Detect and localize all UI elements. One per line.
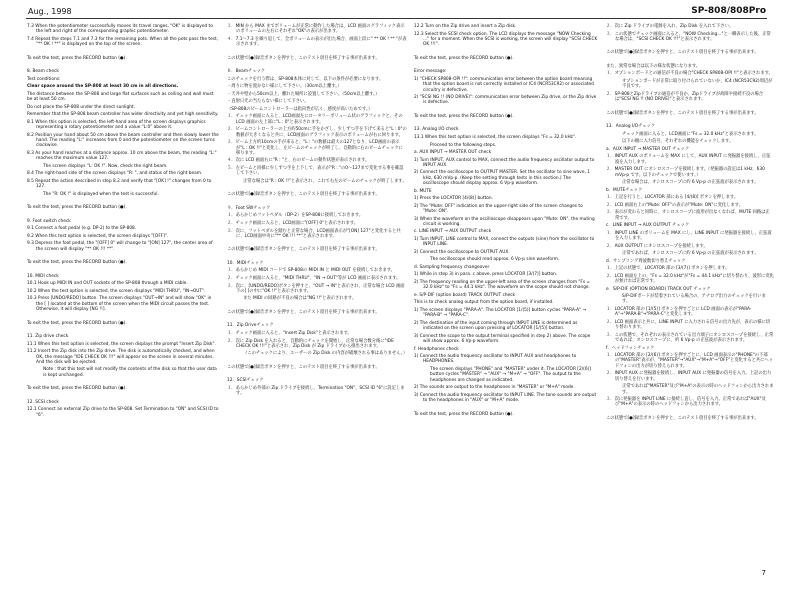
paragraph: 2) The sounds are output to the headphones in "MASTER" or "M+A" mode. [414,385,575,391]
paragraph: 13．Analog I/Oチェック [606,124,656,130]
paragraph: Note : that this test will not modify the contents of the disk so that the user data is kept unchanged. [43,367,217,378]
paragraph: c．LINE INPUT → AUX OUTPUT チェック [606,223,690,229]
paragraph: d．サンプリング周波数切り替えチェック [606,258,686,264]
paragraph: f. Headphones check [414,346,459,352]
paragraph: ３．MIN から MAX までボリュームが正常に動作した場合は、LCD 画面のグラフィック表示のボリュームの左右にそれぞれ"OK"の表示が出ます。 [227,24,405,35]
paragraph: このチェックを行う際は、SP-808本体に対して、以下の条件が必要になります。 [227,76,384,82]
paragraph: ３．次に発振器を INPUT LINE に接続し直し、信号を入力。正常であれば"AUX"及び"M+A"の表示の時のヘッドフォンから出力されます。 [606,397,766,408]
paragraph: 10.1 Hook up MIDI IN and OUT sockets of the SP-808 through a MIDI cable. [27,281,188,287]
paragraph: ・直射日光の当たらない様にして下さい。 [227,99,309,105]
paragraph: 13. Analog I/O check [414,127,459,133]
paragraph: 12. SCSI check [27,399,59,405]
paragraph: 7.3 When the potentiometer successfully moves its travel ranges, "OK" is displayed to the left and right of the corresponding graphic potentiometer. [27,24,213,35]
paragraph: Remember that the SP-808 beam controller has wider directivity and yet high sensitivity. [27,112,219,118]
paragraph: ２．LCD 画面右上の"Mute: OFF"の表示が"Mute: ON"に変化します。 [606,202,744,208]
paragraph: To exit the test, press the RECORD button (●). [414,113,514,119]
paragraph: 10．MIDIチェック [227,260,264,266]
paragraph: 12.2 Turn on the Zip drive and insert a Zip disk. [414,24,517,29]
paragraph: Test conditions: [27,76,61,82]
paragraph: ３．表示が変わると同時に、オシロスコープに波形が出なくなれば、MUTE 回路は正常です。 [606,210,770,221]
page-header [0,0,793,22]
paragraph: 以下の順に入力信号、それぞれの機能をチェックします。 [622,139,734,145]
paragraph: 1) "CHECK SP808-OPI !!": communication error between the option board meaning that the option board is not correctly installed or IC4 (NCR53C92) or associated circuitry is defective. [414,76,594,93]
paragraph: 10. MIDI check [27,273,59,279]
paragraph: 正常であれば、オシロスコープに約 6 Vp-p の正弦波が表示されます。 [622,251,759,257]
paragraph: 9. Foot switch check [27,218,71,224]
paragraph: 2) The frequency reading on the upper-left area of the screen changes from "Fs = 32.0 kHz" to "Fs = 44.1 kHz". The waveform on the scope should not change. [414,280,591,291]
header-rule [26,18,767,19]
paragraph: 12.1 Connect an external Zip drive to the SP-808. Set Termination to "ON" and SCSI ID to "6". [27,407,219,418]
paragraph: ３．この状態で、それぞれの表示されている出力端子にオシロスコープを接続し、正常であれば、オシロスコープに、約 6 Vp-p の正弦波が表示されます。 [606,332,774,344]
paragraph: Proceed to the following steps. [430,142,497,148]
paragraph: 8.5 Repeat the action described in step 8.2 and verify that "[OK] !" changes from 0 to 127. [27,178,212,190]
paragraph: チェック画面に入ると、LCD画面に"Fs = 32.0 kHz"と表示されます。 [622,131,759,137]
paragraph: Error message: [414,69,447,75]
paragraph: １．上記の状態で、LOCATOR 部の [3/(7)] ボタンを押します。 [606,266,730,272]
paragraph: ２．ビームコントローラーの上方約50cmに手をかざし、少しずつ手を下げて来ると"L : 0"の数値が大きくなると共に、LCD画面のグラフィック表示のボリュームが右に回ります。 [227,127,407,138]
paragraph: 9.2 When this test option is selected, the screen displays "[OFF]". [27,233,169,239]
paragraph: ・周りに物を置かない様にして下さい。（30cm以上離す。） [227,84,342,90]
paragraph: ２．LCD 画面表示と共に、LINE INPUT に入力される信号の出力先が、表示の様に切り替わります。 [606,319,771,331]
paragraph: 正常であれば"MASTER"及び"M+A"の表示の時のヘッドフォンから出力されます。 [622,384,774,395]
paragraph: 8.4 The right-hand side of the screen displays "R: ", and status of the right beam. [27,171,203,177]
paragraph: b. MUTE [414,188,432,194]
paragraph: 8.3 As your hand reaches at a distance approx. 10 cm above the beam, the reading "L:" reaches the maximum value 127. [27,150,217,162]
paragraph: 10.3 Press [UNDO/REDO] button. The screen displays "OUT→IN" and will show "OK" in the [ ] located at the bottom of the screen when the MIDI circuit passes the test. Otherwise, it will display [NG !!]. [27,296,212,313]
paragraph: 9.3 Depress the foot pedal, the "[OFF] 0" will change to "[ON] 127", the center area of the screen will display "** OK !!! **". [27,241,213,252]
paragraph: ９．Foot SWチェック [227,205,271,211]
paragraph: To exit the test, press the RECORD button (●). [27,260,127,266]
paragraph: b．MUTEチェック [606,187,643,193]
paragraph: To exit the test, press the RECORD button (●). [414,411,514,417]
paragraph: この状態で[●]録音ボタンを押すと、このテスト項目を終了する事が出来ます。 [606,50,759,56]
header-model: SP-808/808Pro [691,6,766,16]
paragraph: １．INPUT LINE のボリュームを MAX にし、LINE INPUT に発振器を接続し、正弦波を入力します。 [606,230,772,242]
column-japanese-right [606,24,774,424]
paragraph: １．チェック画面に入ると、"Insert Zip Disk"と表示されます。 [227,330,352,336]
paragraph: c. LINE INPUT → AUX OUTPUT check [414,229,492,235]
paragraph: オプションボードが正常に取り付けられていないか、IC4 (NCR53C92)周辺が不良です。 [622,79,773,90]
paragraph: e．S/P-DIF (OPTION BOARD) TRACK OUT チェック [606,286,711,292]
paragraph: ２．次に Zip ドライブの電源を入れ、Zip Disk を入れて下さい。 [606,24,734,29]
paragraph: ８．Beamチェック [227,69,266,75]
paragraph: f．ヘッドフォンチェック [606,345,655,351]
paragraph: The screen displays "PHONE" and "MASTER" under it. The LOCATOR [2/(6)] button cycles "MASTER" → "AUX" → "M+A" → "OFF". The output to the headphones are changed as indicated. [430,366,591,383]
paragraph: １．上記を行うと、LOCATOR 部にある [4/(8)] ボタンを押します。 [606,195,739,201]
paragraph: 1) Connect the audio frequency oscillator to INPUT AUX and headphones to HEADPHONES. [414,354,577,365]
paragraph: To exit the test, press the RECORD button (●). [27,386,127,392]
paragraph: ２．AUX OUTPUT にオシロスコープを接続します。 [606,243,708,249]
paragraph: To exit the test, press the RECORD button (●). [27,55,127,61]
paragraph: また MIDI の回路が不良の場合は"NG !!"と表示されます。 [243,296,357,302]
paragraph: この状態で[●]録音ボタンを押すと、このテスト項目を終了する事が出来ます。 [227,192,380,198]
paragraph: １．INPUT AUX のボリュームを MAX にして、AUX INPUT に発振器を接続し、正弦波を入力します。 [606,154,771,165]
paragraph: また、異常な場合は以下の様な状態になります。 [606,63,701,69]
column-english-left [27,24,219,420]
paragraph: The oscilloscope should read approx. 6 Vp-p sine waveform. [430,257,560,263]
paragraph: １．あらかじめ外部の Zip ドライブを接続し、Termination "ON"、SCSI ID "6"に設定します。 [227,385,405,397]
paragraph: ２．SP-808とZipドライブの通信が不良か、Zipドライブが故障や接続不良の場合は"SCSI NG !! (NO DRIVE)"と表示されます。 [606,91,764,103]
paragraph: To exit the test, press the RECORD button (●). [27,205,127,211]
column-english-right [414,24,598,419]
paragraph: 3) Connect the audio frequency oscillator to INPUT LINE. The tone sounds are output to the headphones in "AUX" or "M+A" mode. [414,392,597,404]
paragraph: 11.1 When this test option is selected, the screen displays the prompt "Insert Zip Disk". [27,341,216,347]
paragraph: ２．チェック画面に入ると、"MIDI THRU"、"IN → OUT"等が LCD 画面に表示されます。 [227,275,401,281]
paragraph: 1) Turn INPUT, LINE control to MAX, connect the outputs (sine) from the oscillator to INPUT LINE. [414,237,595,248]
paragraph: ３．この状態でチェック画面に入ると、"NOW Checking…"と一瞬表示した後、正常な場合は、"SCSI CHECK OK !!!"と表示されます。 [606,31,771,42]
paragraph: 8. Beam check [27,69,59,75]
paragraph: This is to check analog output from the option board, if installed. [414,300,554,306]
paragraph: ・天井や壁から50cm以上、離れた場所に設置して下さい。（50cm以上離す。） [227,91,380,97]
paragraph: 1) Turn INPUT, AUX control to MAX, connect the audio frequency oscillator output to INPUT AUX. [414,157,595,168]
paragraph: ３．ビーム上方約10cmの手が来ると、"L : "の数値は最大の127となり、LCD画面の表示が"L : OK !!"と変化し、左ビームのチェックが終了し、自動的に右のビームチェックに移ります。 [227,140,403,156]
paragraph: 2) Connect the oscilloscope to OUTPUT AUX. [414,249,510,255]
paragraph: 8.1 When this option is selected, the left-hand area of the screen displays graphics representing a rotary potentiometer and a value "L:0" above it. [27,119,206,131]
paragraph: １．あらかじめ MIDI コードで SP-808の MIDI IN と MIDI OUT を接続しておきます。 [227,268,396,274]
paragraph: 正常な場合は、オシロスコープに約 6 Vp-p の正弦波が表示されます。 [622,180,759,186]
header-date: Aug., 1998 [28,7,72,16]
paragraph: ２．MASTER OUT にオシロスコープを接続します。（発振器の設定は1 kHz、630 mVp-p です。以下のチェックで使います。） [606,167,765,178]
paragraph: 11.2 Insert the Zip disk into the Zip drive. The disk is automatically checked, and when OK, the message "IDE CHECK OK !!!" will appear on the screen in several minutes. And the disk will be ejected. [27,349,215,365]
paragraph: Clear space around the SP-808 at least 30 cm in all directions. [27,84,179,90]
paragraph: 1) Press the LOCATOR [4/(8)] button. [414,196,493,202]
paragraph: Do not place the SP-808 under the direct sunlight. [27,104,135,110]
paragraph: この状態で[●]録音ボタンを押すと、このテスト項目を終了する事が出来ます。 [227,55,380,61]
paragraph: この状態で[●]録音ボタンを押すと、このテスト項目を終了する事が出来ます。 [227,309,380,315]
paragraph: （SP-808のビームコントローラーは指向性が広く、感度が高いためです。） [227,106,373,112]
paragraph: 2) Connect the oscilloscope to OUTPUT MASTER. Set the oscillator to sine wave, 1 kHz, 630 mVp-p. (Keep the setting through tests in this section.) The oscilloscope should display approx. 6 Vp-p waveform. [414,170,590,187]
paragraph: The distance between the SP-808 and large flat surfaces such as ceiling and wall must be at least 50 cm. [27,91,214,103]
paragraph: 3) Connect the scope to the output terminal specified in step 2) above. The scope will show approx. 6 Vp-p waveform. [414,333,591,345]
paragraph: 9.1 Connect a foot pedal (e.g. DP-2) to the SP-808. [27,226,137,232]
paragraph: ４．次に LCD 画面右に"R : "と、右のビームの動作状態が表示されます。 [227,158,370,164]
paragraph: １．あらかじめフットペダル（DP-2）をSP-808に接続しておきます。 [227,213,364,219]
paragraph: The screen displays "L: OK !". Now, check the right beam. [43,163,168,169]
paragraph: この状態で[●]録音ボタンを押すと、このテスト項目を終了する事が出来ます。 [606,415,759,421]
paragraph: 2) "SCSI NG !! (NO DRIVE)": communication error between Zip drive, or the Zip drive is defective. [414,95,597,106]
paragraph: １．チェック画面に入ると、LCD画面左にロータリーボリューム状のグラフィックと、その LCD 画面の左上部に"L : 0"と表示されます。 [227,114,403,125]
paragraph: 12．SCSIチェック [227,378,264,384]
paragraph: １．LOCATOR 部の [1/(5)] ボタンを押すごとに LCD 画面の表示が"PARA-A"→"PARA-B"→"PARA-C"と変化します。 [606,306,752,318]
paragraph: ４．7.1〜7.3 を繰り返して、全ボリュームの表示が出た場合、画面上段に" ** OK ! ** "が表示されます。 [227,36,407,48]
paragraph: a. AUX INPUT → MASTER OUT check [414,150,492,156]
paragraph: 11．Zip Driveチェック [227,323,274,329]
paragraph: S/P-DIFボードが装着されている場合の、アナログ出力のチェックを行います。 [622,294,766,305]
paragraph: 8.2 Position your hand about 50 cm above the beam controller and then slowly lower the hand. The reading "L:" increases from 0 and the potentiometer on the screen turns clockwise. [27,132,219,149]
paragraph: この状態で[●]録音ボタンを押すと、このテスト項目を終了する事が出来ます。 [227,364,380,370]
paragraph: a．AUX INPUT → MASTER OUT チェック [606,146,690,152]
paragraph: d. Sampling frequency changeover [414,264,490,270]
paragraph: To exit the test, press the RECORD button (●). [27,320,127,326]
column-japanese-left [227,24,407,399]
paragraph: 2) The destination of the input coming through INPUT LINE is determined as indicated on the screen upon pressing of LOCATOR [1/(5)] button. [414,320,578,332]
paragraph: To exit the test, press the RECORD button (●). [414,55,514,61]
paragraph: ２．次に Zip Disk を入れると、自動的にチェックを開始し、正常な場合数分後に"IDE CHECK OK !!!"と表示され、Zip Disk が Zip ドライブから排出されます。 [227,338,394,349]
paragraph: 7.4 Repeat the steps 7.1 and 7.3 for the remaining pots. When all the pots pass the test, "** OK ! **" is displayed on the top of the screen. [27,36,219,48]
paragraph: 1) While in step 3) in para. c above, press LOCATOR [3/(7)] button. [414,272,558,278]
paragraph: ５．左ビームと同様に少しずつ手を上下して、表示が"R : "の0〜127まで変化する事を確認して下さい。 [227,165,404,177]
paragraph: ３．次に、[UNDO/REDO]ボタンを押すと、"OUT → IN"と表示され、正常な場合 LCD 画面下の[ ]の中に"OK !!"と表示されます。 [227,283,405,294]
paragraph: 12.3 Select the SCSI check option. The LCD displays the message "NOW Checking ..." for a moment. When the SCSI is working, the screen will display "SCSI CHECK OK !!!". [414,31,598,48]
paragraph: この状態で[●]録音ボタンを押すと、このテスト項目を終了する事が出来ます。 [227,247,380,253]
paragraph: 2) The "Mute: OFF" indication on the upper-right side of the screen changes to "Mute: ON". [414,203,583,215]
paragraph: 13.1 When this test option is selected, the screen displays "Fs = 32.0 kHz". [414,134,577,140]
paragraph: 1) The screen displays "PARA-A". The LOCATOR [1/(5)] button cycles "PARA-A" → "PARA-B" → "PARA-C". [414,307,587,319]
paragraph: 10.2 When the test option is selected, the screen displays "MIDI THRU", "IN→OUT". [27,288,206,294]
paragraph: ２．チェック画面に入ると、LCD画面に"[OFF] 0"と表示されます。 [227,220,359,226]
paragraph: 正常な場合は"R : OK !!"と表示され、これで右左のビームのチェックが終了します。 [243,178,407,184]
paragraph: The "R: OK !" is displayed when the test is successful. [43,191,159,197]
paragraph: （このチェックにより、ユーザーの Zip Disk の内容が破壊される事はありません。） [243,351,408,357]
paragraph: ２．LCD 画面左上の、"Fs = 32.0 kHz"が"Fs = 44.1 kHz"に切り替わり、波形に変化が無ければ正常です。 [606,273,774,285]
paragraph: １．LOCATOR 部の [2/(6)] ボタンを押すごとに、LCD 画面表示の"PHONE"の下部の"MASTER"表示が、"MASTER"→"AUX"→"M+A"→"OFF"と変化すると共にヘッドフォンの出力が切り替えられます。 [606,353,774,369]
page-number: 7 [761,569,766,577]
paragraph: 3) When the waveform on the oscilloscope disappears upon "Mute: ON", the muting circuit is working. [414,216,595,227]
paragraph: 11. Zip drive check [27,334,69,340]
paragraph: ２．INPUT AUX に発振器を接続し、INPUT AUX に発振器の信号を入力。上記の出力切り替えを行います。 [606,371,772,382]
paragraph: e. S/P-DIF (option board) TRACK OUTPUT check [414,292,516,298]
paragraph: この状態で[●]録音ボタンを押すと、このテスト項目を終了する事が出来ます。 [606,110,759,116]
paragraph: ３．次に、フットペダルを踏むと正常な場合、LCD画面表示が"[ON] 127"と変化すると共に、LCD画面中央に"** OK !!! **"と表示されます。 [227,228,401,239]
paragraph: １．オプションボードとの通信が不良の場合"CHECK SP808-OPI !!"と表示されます。 [606,71,773,77]
